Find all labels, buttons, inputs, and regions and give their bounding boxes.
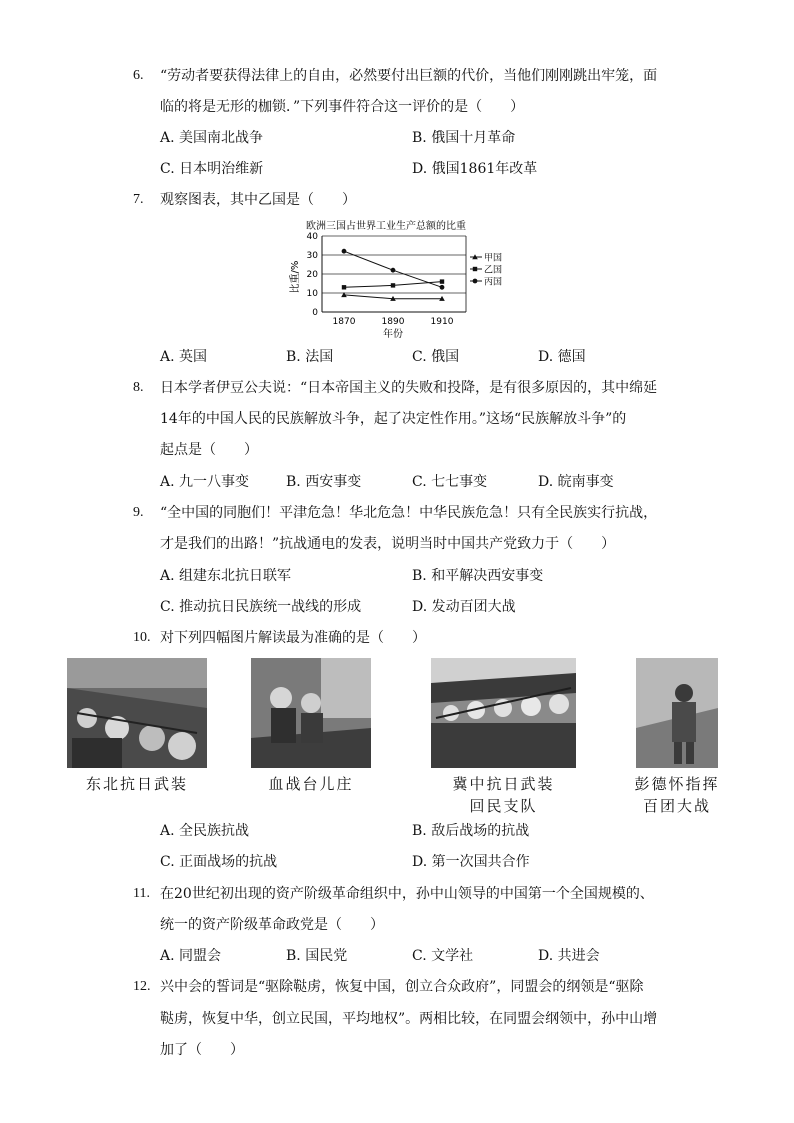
x-tick-label-1890: 1890 <box>381 317 405 327</box>
caption-northeast-anti-japanese-forces: 东北抗日武装 <box>85 775 188 793</box>
question-11-option-a[interactable]: A. 同盟会 <box>160 948 222 964</box>
question-10-option-b[interactable]: B. 敌后战场的抗战 <box>412 823 530 839</box>
question-7-option-b[interactable]: B. 法国 <box>286 349 334 365</box>
legend-label-2: 乙国 <box>484 265 503 276</box>
chart-y-ticks <box>307 232 319 318</box>
question-8-option-c[interactable]: C. 七七事变 <box>412 474 488 490</box>
question-6-option-b[interactable]: B. 俄国十月革命 <box>412 130 516 146</box>
photo-northeast-anti-japanese-forces <box>67 658 207 768</box>
question-10-line-1: 对下列四幅图片解读最为准确的是（ ） <box>160 630 426 646</box>
question-11-option-c[interactable]: C. 文学社 <box>412 948 474 964</box>
question-8-option-b[interactable]: B. 西安事变 <box>286 474 362 490</box>
chart-title: 欧洲三国占世界工业生产总额的比重 <box>306 221 466 232</box>
chart-x-axis-label: 年份 <box>383 329 403 340</box>
question-6-line-1: “劳动者要获得法律上的自由，必然要付出巨额的代价，当他们刚刚跳出牢笼，面 <box>160 68 658 84</box>
series-3-point-1890 <box>391 268 396 273</box>
question-10-option-d[interactable]: D. 第一次国共合作 <box>412 854 530 870</box>
question-9-line-2: 才是我们的出路！”抗战通电的发表，说明当时中国共产党致力于（ ） <box>160 536 616 552</box>
caption-peng-dehuai-line-2: 百团大战 <box>642 797 711 815</box>
series-3-point-1870 <box>342 249 347 254</box>
question-11-line-1: 在20世纪初出现的资产阶级革命组织中，孙中山领导的中国第一个全国规模的、 <box>160 886 654 902</box>
question-12-line-3: 加了（ ） <box>160 1042 244 1058</box>
question-10-option-a[interactable]: A. 全民族抗战 <box>160 823 250 839</box>
caption-peng-dehuai-line-1: 彭德怀指挥 <box>634 775 720 793</box>
question-6-option-d[interactable]: D. 俄国1861年改革 <box>412 161 538 177</box>
question-12-line-1: 兴中会的誓词是“驱除鞑虏，恢复中国，创立合众政府”，同盟会的纲领是“驱除 <box>160 979 644 995</box>
question-8-option-d[interactable]: D. 皖南事变 <box>538 474 614 490</box>
question-9-option-c[interactable]: C. 推动抗日民族统一战线的形成 <box>160 599 362 615</box>
y-tick-label-30: 30 <box>306 251 318 261</box>
y-tick-label-0: 0 <box>312 308 318 318</box>
question-9-line-1: “全中国的同胞们！平津危急！华北危急！中华民族危急！只有全民族实行抗战， <box>160 505 658 521</box>
chart-legend <box>470 253 502 288</box>
caption-jizhong-forces-line-1: 冀中抗日武装 <box>452 775 555 793</box>
legend-marker-3 <box>473 279 478 284</box>
caption-taierzhuang-battle: 血战台儿庄 <box>268 775 354 793</box>
x-tick-label-1910: 1910 <box>430 317 454 327</box>
legend-marker-2 <box>473 267 477 271</box>
caption-jizhong-forces-line-2: 回民支队 <box>469 797 538 815</box>
question-10-option-c[interactable]: C. 正面战场的抗战 <box>160 854 278 870</box>
question-9-option-d[interactable]: D. 发动百团大战 <box>412 599 516 615</box>
series-2-point-1910 <box>440 279 444 283</box>
question-9-option-a[interactable]: A. 组建东北抗日联军 <box>160 568 292 584</box>
industry-share-chart <box>284 214 514 342</box>
question-9-option-b[interactable]: B. 和平解决西安事变 <box>412 568 544 584</box>
question-10-number: 10. <box>133 630 151 645</box>
photo-taierzhuang-battle <box>251 658 371 768</box>
series-2-point-1870 <box>342 285 346 289</box>
question-6-option-a[interactable]: A. 美国南北战争 <box>160 130 264 146</box>
question-8-line-2: 14年的中国人民的民族解放斗争，起了决定性作用。”这场“民族解放斗争”的 <box>160 411 627 427</box>
photo-peng-dehuai-hundred-regiments <box>636 658 718 768</box>
series-3-point-1910 <box>440 285 445 290</box>
question-7-option-a[interactable]: A. 英国 <box>160 349 208 365</box>
question-8-option-a[interactable]: A. 九一八事变 <box>160 474 250 490</box>
y-tick-label-40: 40 <box>306 232 318 242</box>
photo-jizhong-hui-detachment <box>431 658 576 768</box>
chart-x-ticks <box>333 317 454 327</box>
question-6-number: 6. <box>133 68 144 83</box>
question-11-option-b[interactable]: B. 国民党 <box>286 948 348 964</box>
y-tick-label-10: 10 <box>306 289 318 299</box>
question-7-option-d[interactable]: D. 德国 <box>538 349 586 365</box>
question-11-line-2: 统一的资产阶级革命政党是（ ） <box>160 917 384 933</box>
series-2-point-1890 <box>391 283 395 287</box>
legend-label-3: 丙国 <box>484 277 503 288</box>
question-7-option-c[interactable]: C. 俄国 <box>412 349 460 365</box>
question-12-line-2: 鞑虏，恢复中华，创立民国，平均地权”。两相比较，在同盟会纲领中，孙中山增 <box>160 1011 658 1027</box>
question-6-line-2: 临的将是无形的枷锁．”下列事件符合这一评价的是（ ） <box>160 99 525 115</box>
question-8-line-1: 日本学者伊豆公夫说：“日本帝国主义的失败和投降，是有很多原因的，其中绵延 <box>160 380 658 396</box>
question-8-line-3: 起点是（ ） <box>160 442 258 458</box>
question-7-number: 7. <box>133 192 144 207</box>
legend-label-1: 甲国 <box>484 253 503 264</box>
question-8-number: 8. <box>133 380 144 395</box>
question-12-number: 12. <box>133 979 151 994</box>
question-7-line-1: 观察图表，其中乙国是（ ） <box>160 192 356 208</box>
question-9-number: 9. <box>133 505 144 520</box>
question-6-option-c[interactable]: C. 日本明治维新 <box>160 161 264 177</box>
question-11-option-d[interactable]: D. 共进会 <box>538 948 600 964</box>
y-tick-label-20: 20 <box>306 270 318 280</box>
chart-y-axis-label: 比重/% <box>290 260 301 294</box>
question-11-number: 11. <box>133 886 150 901</box>
x-tick-label-1870: 1870 <box>332 317 356 327</box>
